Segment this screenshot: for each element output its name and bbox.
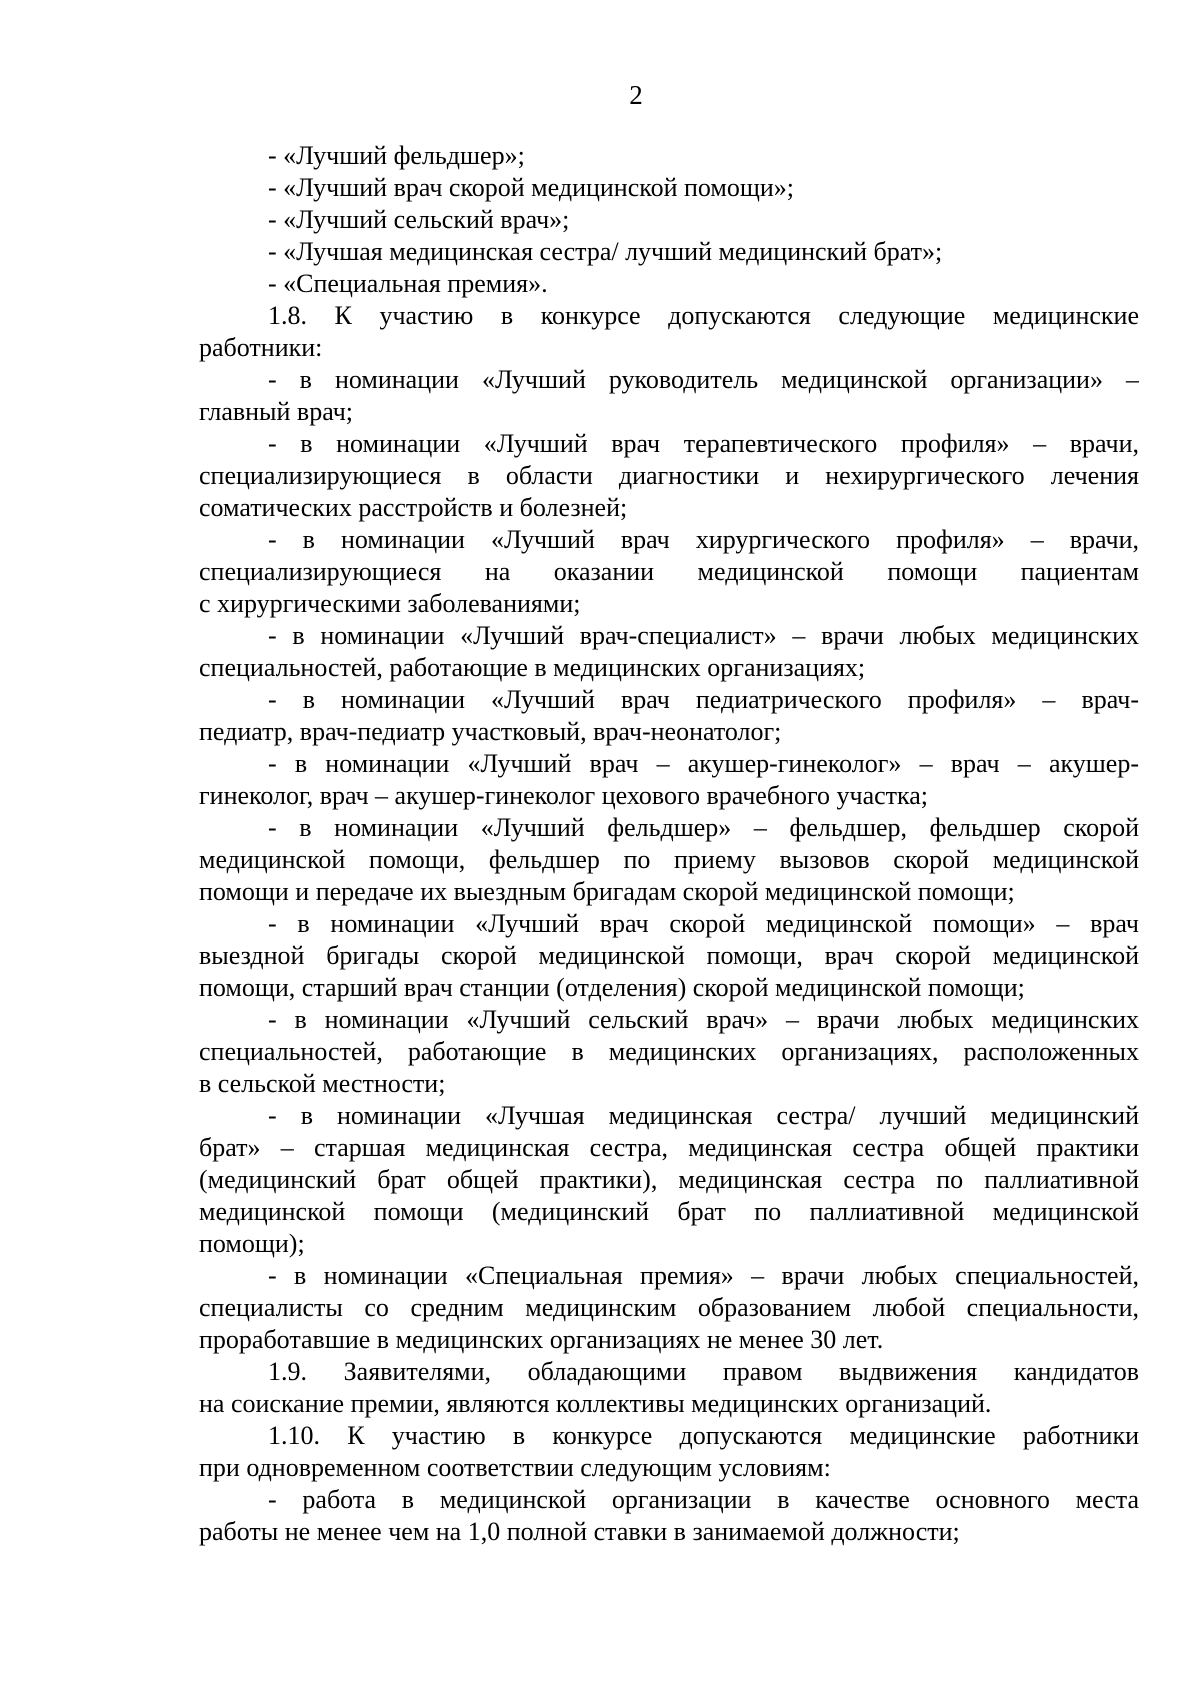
paragraph-line: главный врач; (199, 397, 354, 426)
paragraph-line: специализирующиеся на оказании медицинской помощи пациентам (199, 557, 1139, 586)
list-item: - «Специальная премия». (268, 269, 548, 298)
paragraph-line: соматических расстройств и болезней; (199, 493, 628, 522)
paragraph-line: - в номинации «Лучший руководитель медицинской организации» – (268, 365, 1139, 394)
paragraph-line: в сельской местности; (199, 1069, 446, 1098)
paragraph-line: медицинской помощи (медицинский брат по паллиативной медицинской (199, 1197, 1139, 1226)
paragraph-p-nom-nurse (199, 1100, 1139, 1260)
list-item: - «Лучший фельдшер»; (268, 141, 525, 170)
paragraph-line: - в номинации «Специальная премия» – врачи любых специальностей, (268, 1261, 1139, 1290)
paragraph-line: - в номинации «Лучшая медицинская сестра/ лучший медицинский (268, 1101, 1139, 1130)
paragraph-line: медицинской помощи, фельдшер по приему вызовов скорой медицинской (199, 845, 1139, 874)
paragraph-p-nom-emergency (199, 908, 1139, 1004)
paragraph-p-nom-feldsher (199, 812, 1139, 908)
paragraph-line: - в номинации «Лучший фельдшер» – фельдшер, фельдшер скорой (268, 813, 1139, 842)
page-number: 2 (629, 80, 643, 110)
paragraph-line: специалисты со средним медицинским образованием любой специальности, (199, 1293, 1139, 1322)
nominations-list (199, 140, 1139, 300)
paragraph-line: - в номинации «Лучший врач педиатрического профиля» – врач- (268, 685, 1139, 714)
paragraph-p-1-9 (199, 1356, 1139, 1420)
paragraph-line: - в номинации «Лучший врач-специалист» – врачи любых медицинских (268, 621, 1139, 650)
paragraph-p-1-8 (199, 300, 1139, 364)
paragraph-p-1-10 (199, 1420, 1139, 1484)
paragraph-line: работники: (199, 333, 323, 362)
paragraph-line: проработавшие в медицинских организациях не менее 30 лет. (199, 1325, 884, 1354)
paragraph-line: с хирургическими заболеваниями; (199, 589, 581, 618)
list-item: - «Лучший сельский врач»; (268, 205, 570, 234)
paragraph-line: брат» – старшая медицинская сестра, медицинская сестра общей практики (199, 1133, 1139, 1162)
paragraph-line: при одновременном соответствии следующим условиям: (199, 1453, 831, 1482)
paragraph-line: - в номинации «Лучший врач скорой медицинской помощи» – врач (268, 909, 1139, 938)
paragraph-line: помощи и передаче их выездным бригадам скорой медицинской помощи; (199, 877, 1015, 906)
paragraph-p-nom-special (199, 1260, 1139, 1356)
paragraph-line: работы не менее чем на 1,0 полной ставки в занимаемой должности; (199, 1517, 960, 1546)
paragraph-p-nom-therapy (199, 428, 1139, 524)
paragraph-p-nom-head (199, 364, 1139, 428)
paragraph-line: специализирующиеся в области диагностики и нехирургического лечения (199, 461, 1139, 490)
paragraph-line: - в номинации «Лучший врач хирургического профиля» – врачи, (268, 525, 1139, 554)
list-item: - «Лучшая медицинская сестра/ лучший медицинский брат»; (268, 237, 943, 266)
paragraph-line: - в номинации «Лучший врач терапевтического профиля» – врачи, (268, 429, 1139, 458)
paragraph-p-nom-pediatric (199, 684, 1139, 748)
document-body (199, 140, 1139, 1548)
paragraph-line: 1.10. К участию в конкурсе допускаются медицинские работники (268, 1421, 1139, 1450)
paragraph-line: помощи, старший врач станции (отделения) скорой медицинской помощи; (199, 973, 1025, 1002)
paragraph-line: - в номинации «Лучший сельский врач» – врачи любых медицинских (268, 1005, 1139, 1034)
paragraph-line: - в номинации «Лучший врач – акушер-гинеколог» – врач – акушер- (268, 749, 1139, 778)
paragraph-line: 1.9. Заявителями, обладающими правом выдвижения кандидатов (268, 1357, 1139, 1386)
paragraph-line: специальностей, работающие в медицинских организациях; (199, 653, 866, 682)
paragraph-p-condition-1 (199, 1484, 1139, 1548)
paragraph-line: помощи); (199, 1229, 305, 1258)
paragraph-line: педиатр, врач-педиатр участковый, врач-неонатолог; (199, 717, 782, 746)
paragraph-p-nom-surgery (199, 524, 1139, 620)
paragraph-line: специальностей, работающие в медицинских организациях, расположенных (199, 1037, 1139, 1066)
paragraph-line: 1.8. К участию в конкурсе допускаются следующие медицинские (268, 301, 1139, 330)
list-item: - «Лучший врач скорой медицинской помощи»; (268, 173, 795, 202)
paragraph-p-nom-rural (199, 1004, 1139, 1100)
paragraph-p-nom-specialist (199, 620, 1139, 684)
paragraphs (199, 300, 1139, 1548)
paragraph-line: на соискание премии, являются коллективы медицинских организаций. (199, 1389, 992, 1418)
paragraph-line: гинеколог, врач – акушер-гинеколог цехового врачебного участка; (199, 781, 929, 810)
paragraph-p-nom-obstetric (199, 748, 1139, 812)
paragraph-line: - работа в медицинской организации в качестве основного места (268, 1485, 1139, 1514)
paragraph-line: выездной бригады скорой медицинской помощи, врач скорой медицинской (199, 941, 1139, 970)
paragraph-line: (медицинский брат общей практики), медицинская сестра по паллиативной (199, 1165, 1139, 1194)
